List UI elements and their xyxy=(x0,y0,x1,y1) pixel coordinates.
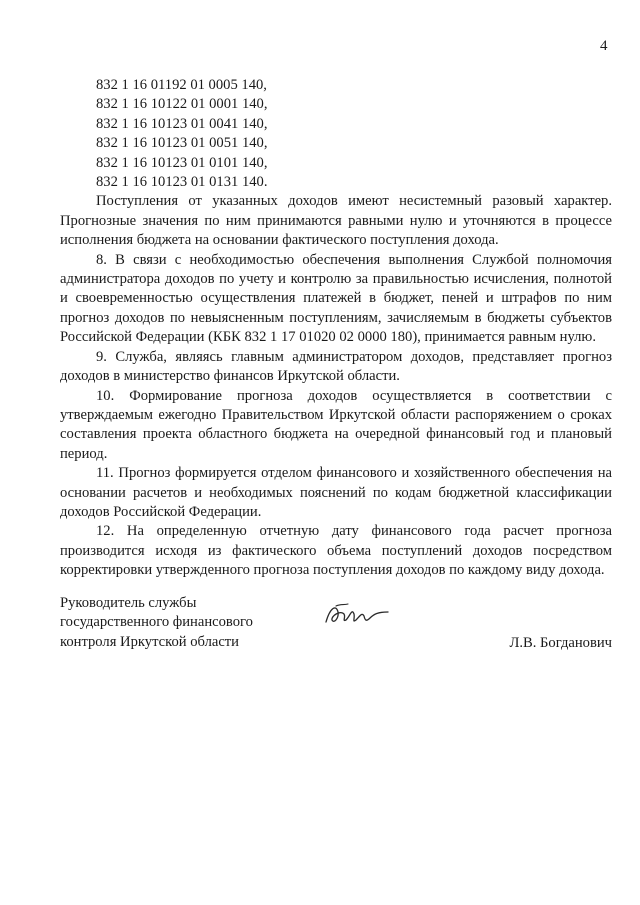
kbk-code-line: 832 1 16 01192 01 0005 140, xyxy=(96,77,267,93)
kbk-code-line: 832 1 16 10122 01 0001 140, xyxy=(96,96,268,113)
signature-block xyxy=(60,594,612,664)
signatory-position-line: государственного финансового xyxy=(60,614,253,631)
signatory-position xyxy=(60,594,253,652)
paragraph-11: 11. Прогноз формируется отделом финансового и хозяйственного обеспечения на основании расчетов и необходимых пояснений по кодам бюджетной классификации доходов Российской Федерации. xyxy=(60,465,612,520)
handwritten-signature xyxy=(322,600,392,630)
signatory-name: Л.В. Богданович xyxy=(509,635,612,651)
paragraph-9: 9. Служба, являясь главным администратором доходов, представляет прогноз доходов в министерство финансов Иркутской области. xyxy=(60,348,612,385)
kbk-code-line: 832 1 16 10123 01 0051 140, xyxy=(96,135,268,152)
page-number: 4 xyxy=(600,38,608,54)
paragraph-irregular-revenue: Поступления от указанных доходов имеют несистемный разовый характер. Прогнозные значения по ним принимаются равными нулю и уточняются в процессе исполнения бюджета на основании фактического поступления дохода. xyxy=(60,193,612,249)
signatory-position-line: Руководитель службы xyxy=(60,595,197,611)
paragraph-8: 8. В связи с необходимостью обеспечения выполнения Службой полномочия администратора доходов по учету и контролю за правильностью исчисления, полнотой и своевременностью осуществления платежей в бюджет, пеней и штрафов по ним прогноз доходов по невыясненным поступлениям, зачисляемым в бюджеты субъектов Российской Федерации (КБК 832 1 17 01020 02 0000 180), принимается равным нулю. xyxy=(60,251,612,346)
kbk-code-line: 832 1 16 10123 01 0101 140, xyxy=(96,154,268,171)
document-body xyxy=(60,76,612,581)
kbk-code-line: 832 1 16 10123 01 0131 140. xyxy=(96,174,268,191)
paragraph-12: 12. На определенную отчетную дату финансового года расчет прогноза производится исходя из фактического объема поступлений доходов посредством корректировки утвержденного прогноза поступления доходов по каждому виду дохода. xyxy=(60,523,612,579)
signatory-position-line: контроля Иркутской области xyxy=(60,633,239,650)
paragraph-10: 10. Формирование прогноза доходов осуществляется в соответствии с утверждаемым ежегодно Правительством Иркутской области распоряжением о сроках составления проекта областного бюджета на очередной финансовый год и плановый период. xyxy=(60,387,612,462)
kbk-code-line: 832 1 16 10123 01 0041 140, xyxy=(96,115,268,132)
